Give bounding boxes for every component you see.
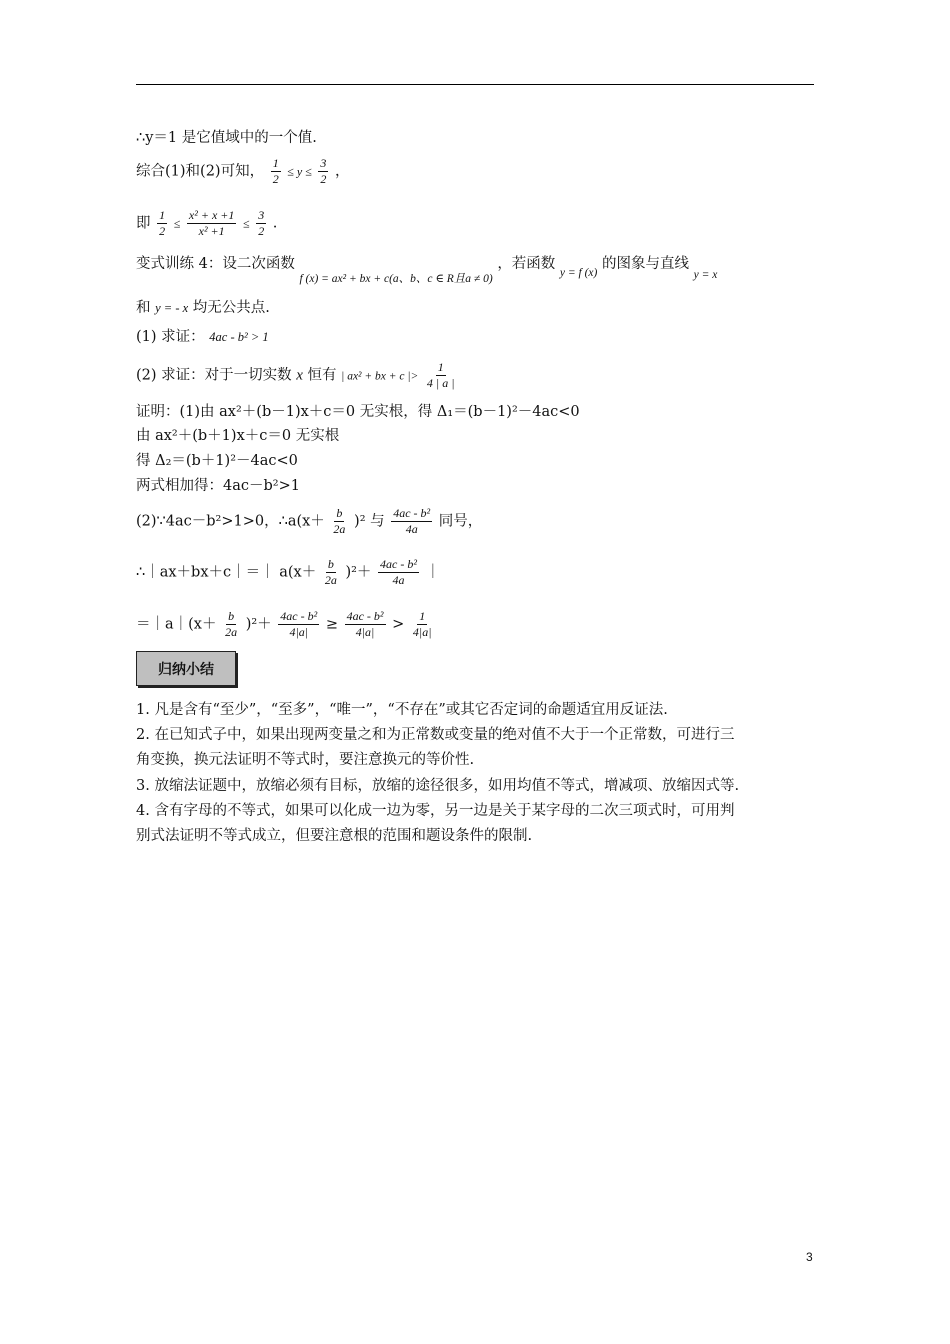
text-line: (2)∵4ac－b²>1>0，∴a(x＋ $\frac{b}{2a}$ )² 与 $\frac{\text{4ac - b²}}{4a}$ 同号， — [136, 506, 483, 536]
fraction: $\frac{3}{2}$ — [258, 208, 265, 238]
text-line: ＝｜a｜(x＋ $\frac{b}{2a}$ )²＋ $\frac{\text{4ac - b²}}{4|a|}$ ≥ $\frac{\text{4ac - b²}}{4|a|}$ > $\frac{1}{4|a|}$ — [136, 609, 432, 639]
text-line: (2) 求证：对于一切实数 x 恒有 | ax² + bx + c |> $\frac{1}{4 | a |}$ — [136, 360, 455, 390]
math-formula: y = f (x) — [559, 267, 598, 279]
text-line: ∴｜ax＋bx＋c｜＝｜ a(x＋ $\frac{b}{2a}$ )²＋ $\frac{\text{4ac - b²}}{4a}$ ｜ — [136, 557, 441, 587]
fraction: $\frac{b}{2a}$ — [225, 609, 238, 639]
summary-item: 2. 在已知式子中，如果出现两变量之和为正常数或变量的绝对值不大于一个正常数，可进行三 — [136, 727, 735, 743]
text-line: 和 y = - x 均无公共点. — [136, 300, 270, 316]
text-line: 综合(1)和(2)可知， $\frac{1}{2}$ ≤ y ≤ $\frac{3}{2}$ ， — [136, 156, 350, 186]
fraction: $\frac{1}{4|a|}$ — [412, 609, 432, 639]
fraction: $\frac{\text{4ac - b²}}{4|a|}$ — [346, 609, 384, 639]
text-line: (1) 求证： 4ac - b² > 1 — [136, 329, 269, 345]
fraction: $\frac{\text{x² + x +1}}{\text{x² +1}}$ — [188, 208, 235, 238]
math-formula: 4ac - b² > 1 — [209, 330, 269, 344]
summary-heading: 归纳小结 — [158, 661, 214, 678]
summary-item: 角变换，换元法证明不等式时，要注意换元的等价性. — [136, 752, 475, 768]
fraction: $\frac{1}{2}$ — [159, 208, 166, 238]
fraction: $\frac{\text{4ac - b²}}{4a}$ — [380, 557, 417, 587]
summary-item: 4. 含有字母的不等式，如果可以化成一边为零，另一边是关于某字母的二次三项式时，可用判 — [136, 803, 735, 819]
math-formula: | ax² + bx + c |> — [341, 370, 419, 383]
summary-item: 别式法证明不等式成立，但要注意根的范围和题设条件的限制. — [136, 828, 533, 844]
page-number: 3 — [806, 1250, 813, 1264]
text-line: ∴y＝1 是它值域中的一个值. — [136, 130, 317, 146]
math-formula: y = - x — [155, 301, 189, 315]
summary-item: 1. 凡是含有“至少”，“至多”，“唯一”，“不存在”或其它否定词的命题适宜用反证法. — [136, 702, 668, 718]
math-formula: y = x — [693, 269, 718, 281]
fraction: $\frac{\text{4ac - b²}}{4a}$ — [393, 506, 431, 536]
text-line: 两式相加得：4ac－b²>1 — [136, 478, 300, 494]
header-rule — [136, 84, 814, 85]
fraction: $\frac{1}{4 | a |}$ — [426, 360, 455, 390]
fraction: $\frac{3}{2}$ — [320, 156, 327, 186]
summary-heading-box — [136, 651, 236, 686]
fraction: $\frac{1}{2}$ — [272, 156, 279, 186]
text-line: 由 ax²＋(b＋1)x＋c＝0 无实根 — [136, 428, 340, 444]
text-line: 得 Δ₂＝(b＋1)²－4ac<0 — [136, 453, 298, 469]
fraction: $\frac{b}{2a}$ — [324, 557, 337, 587]
fraction: $\frac{b}{2a}$ — [333, 506, 346, 536]
text-line: 变式训练 4：设二次函数 $_{f (x) = ax^2 + bx + c(a、b、c \in R且a \ne 0)}$ ，若函数 $_{y = f (x)}$ 的图象与直线 $_{y = x}$ — [136, 256, 718, 285]
fraction: $\frac{\text{4ac - b²}}{4|a|}$ — [280, 609, 318, 639]
text-line: 即 $\frac{1}{2}$ ≤ $\frac{\text{x² + x +1}}{\text{x² +1}}$ ≤ $\frac{3}{2}$ . — [136, 208, 278, 238]
math-formula: f (x) = ax² + bx + c(a、b、c ∈ R且a ≠ 0) — [299, 273, 493, 285]
text-line: 证明：(1)由 ax²＋(b－1)x＋c＝0 无实根，得 Δ₁＝(b－1)²－4ac<0 — [136, 404, 580, 420]
summary-item: 3. 放缩法证题中，放缩必须有目标，放缩的途径很多，如用均值不等式，增减项、放缩因式等. — [136, 778, 740, 794]
